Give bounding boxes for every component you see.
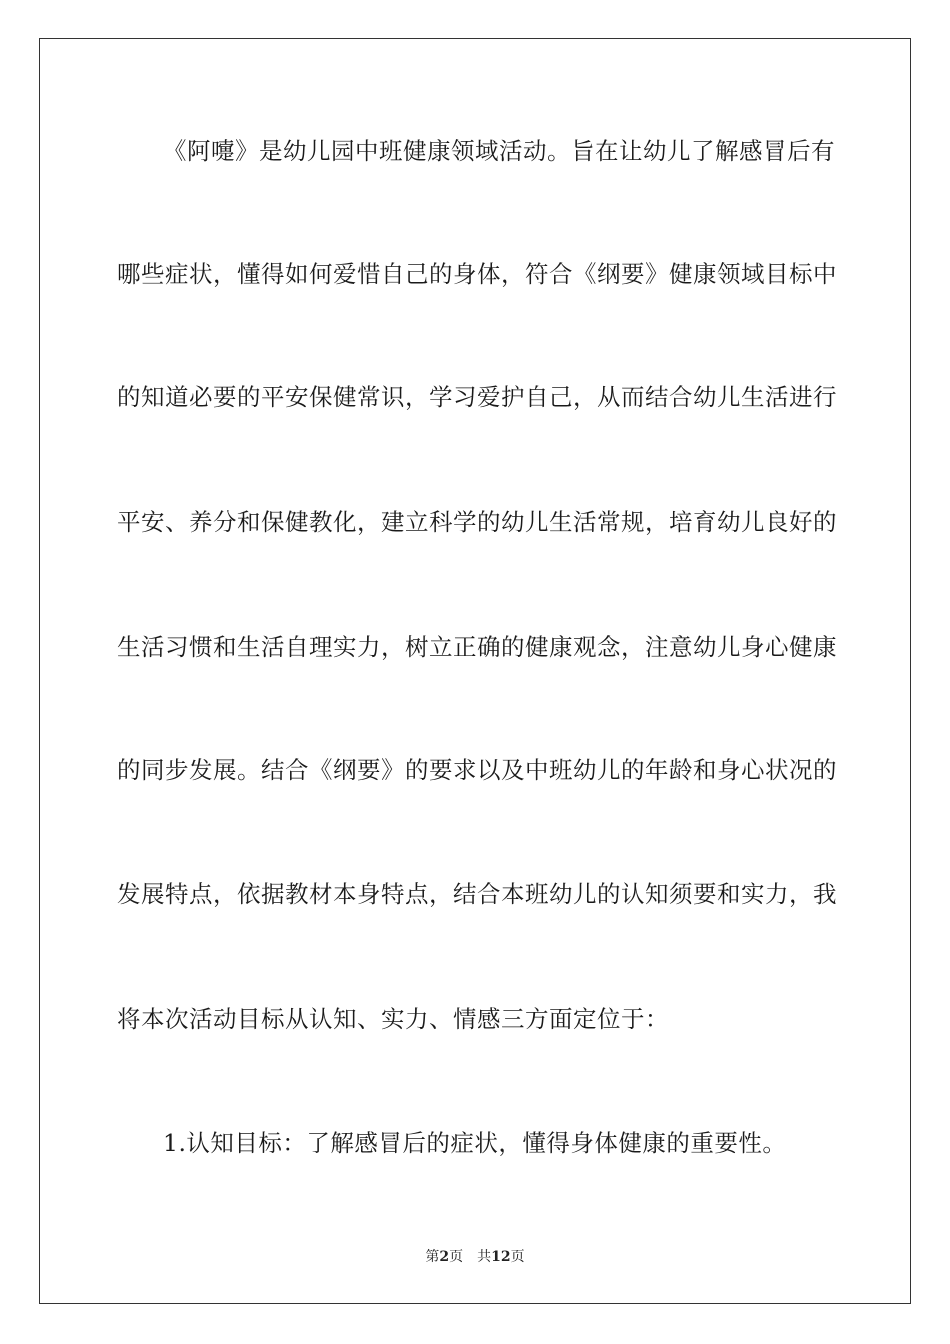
paragraph-line-6: 的同步发展。结合《纲要》的要求以及中班幼儿的年龄和身心状况的: [117, 756, 837, 784]
paragraph-line-4: 平安、养分和保健教化，建立科学的幼儿生活常规，培育幼儿良好的: [117, 508, 837, 536]
paragraph-line-1: 《阿嚏》是幼儿园中班健康领域活动。旨在让幼儿了解感冒后有: [163, 137, 835, 165]
page-prefix: 第: [425, 1249, 440, 1265]
paragraph-line-2: 哪些症状，懂得如何爱惜自己的身体，符合《纲要》健康领域目标中: [117, 260, 837, 288]
paragraph-line-8: 将本次活动目标从认知、实力、情感三方面定位于：: [117, 1005, 669, 1033]
page-suffix: 页: [449, 1249, 464, 1265]
paragraph-line-5: 生活习惯和生活自理实力，树立正确的健康观念，注意幼儿身心健康: [117, 633, 837, 661]
list-item-cognitive-goal: 1.认知目标：了解感冒后的症状，懂得身体健康的重要性。: [163, 1129, 787, 1157]
page-number: 2: [439, 1249, 450, 1265]
total-prefix: 共: [477, 1249, 492, 1265]
paragraph-line-3: 的知道必要的平安保健常识，学习爱护自己，从而结合幼儿生活进行: [117, 383, 837, 411]
page-border: [39, 38, 911, 1304]
total-suffix: 页: [510, 1249, 525, 1265]
page-footer: [0, 1247, 950, 1267]
total-pages: 12: [491, 1249, 511, 1265]
paragraph-line-7: 发展特点，依据教材本身特点，结合本班幼儿的认知须要和实力，我: [117, 880, 837, 908]
